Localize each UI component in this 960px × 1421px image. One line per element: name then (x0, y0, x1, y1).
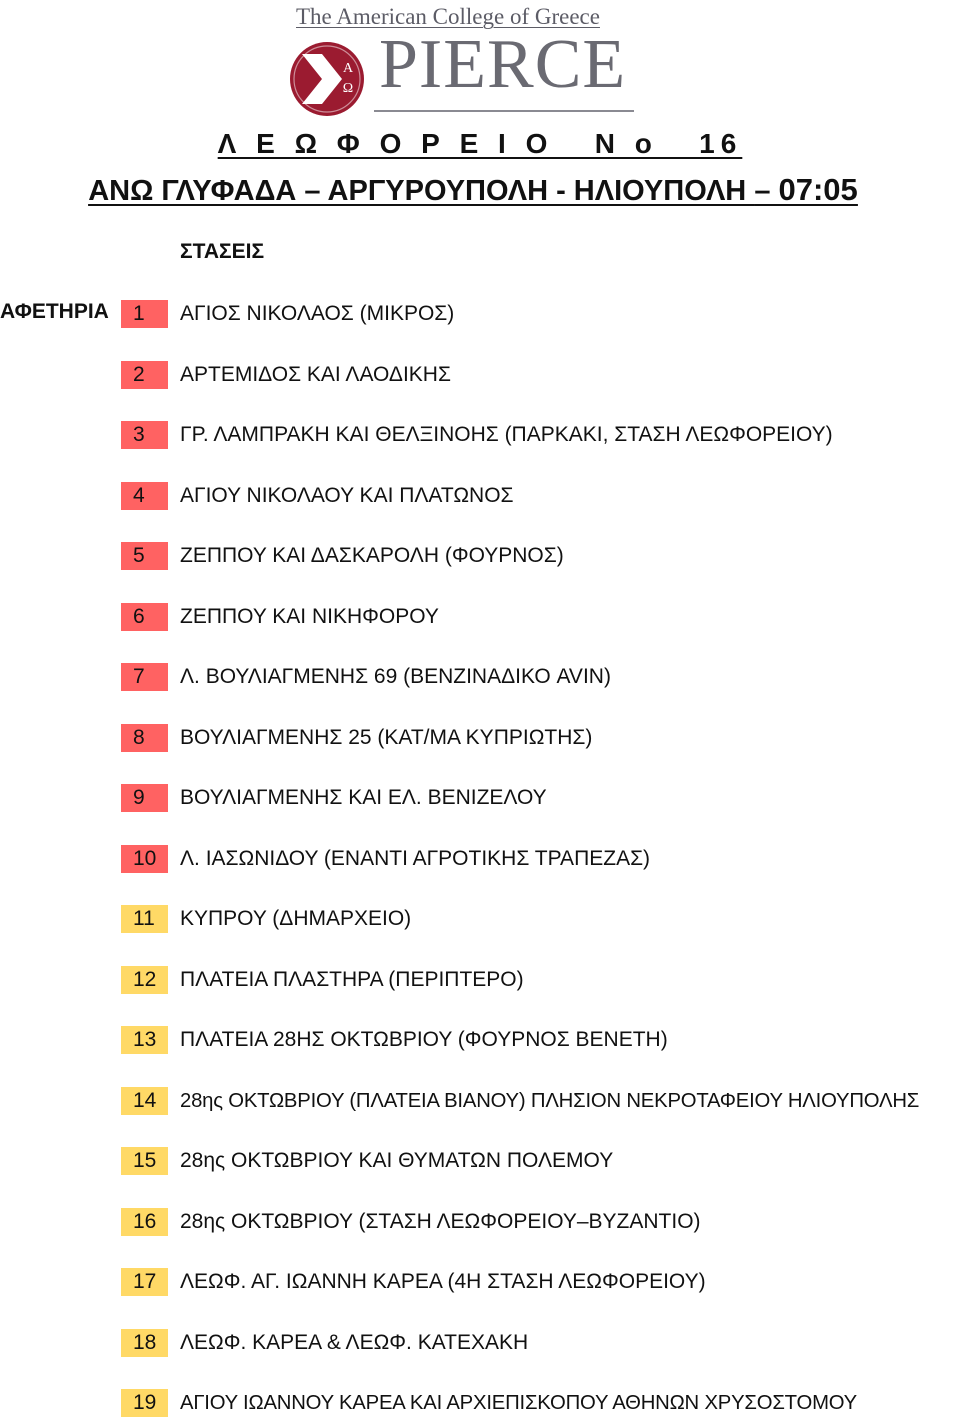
route-time-prefix: – (754, 175, 779, 207)
stop-row (0, 1087, 960, 1115)
stop-name: ΒΟΥΛΙΑΓΜΕΝΗΣ ΚΑΙ ΕΛ. ΒΕΝΙΖΕΛΟΥ (180, 786, 547, 809)
stop-row (0, 784, 960, 812)
stop-number: 10 (121, 845, 168, 873)
stop-number: 14 (121, 1087, 168, 1115)
stop-number: 3 (121, 421, 168, 449)
stop-name: ΑΡΤΕΜΙΔΟΣ ΚΑΙ ΛΑΟΔΙΚΗΣ (180, 363, 451, 386)
stop-row (0, 482, 960, 510)
stop-row (0, 603, 960, 631)
pierce-seal-icon (288, 40, 366, 118)
stop-name: 28ης ΟΚΤΩΒΡΙΟΥ (ΣΤΑΣΗ ΛΕΩΦΟΡΕΙΟΥ–ΒΥΖΑΝΤΙΟ) (180, 1210, 701, 1233)
route-title (0, 172, 946, 208)
stop-row (0, 1147, 960, 1175)
stop-number: 1 (121, 300, 168, 328)
stop-number: 18 (121, 1329, 168, 1357)
stop-name: ΒΟΥΛΙΑΓΜΕΝΗΣ 25 (ΚΑΤ/ΜΑ ΚΥΠΡΙΩΤΗΣ) (180, 726, 593, 749)
stop-name: ΛΕΩΦ. ΚΑΡΕΑ & ΛΕΩΦ. ΚΑΤΕΧΑΚΗ (180, 1331, 529, 1354)
logo-rule (374, 110, 634, 112)
stop-number: 4 (121, 482, 168, 510)
stop-name: ΑΓΙΟΥ ΙΩΑΝΝΟΥ ΚΑΡΕΑ ΚΑΙ ΑΡΧΙΕΠΙΣΚΟΠΟΥ ΑΘΗΝΩΝ ΧΡΥΣΟΣΤΟΜΟΥ (180, 1392, 858, 1414)
stop-number: 19 (121, 1389, 168, 1417)
seal-letter-omega: Ω (342, 81, 354, 96)
stop-row (0, 1208, 960, 1236)
stop-name: 28ης ΟΚΤΩΒΡΙΟΥ (ΠΛΑΤΕΙΑ ΒΙΑΝΟΥ) ΠΛΗΣΙΟΝ ΝΕΚΡΟΤΑΦΕΙΟΥ ΗΛΙΟΥΠΟΛΗΣ (180, 1090, 920, 1112)
stop-number: 9 (121, 784, 168, 812)
stop-row (0, 663, 960, 691)
stop-row (0, 1026, 960, 1054)
stops-header: ΣΤΑΣΕΙΣ (180, 240, 265, 263)
stop-number: 8 (121, 724, 168, 752)
stop-number: 11 (121, 905, 168, 933)
stop-row (0, 845, 960, 873)
stop-row (0, 542, 960, 570)
stop-name: Λ. ΙΑΣΩΝΙΔΟΥ (ΕΝΑΝΤΙ ΑΓΡΟΤΙΚΗΣ ΤΡΑΠΕΖΑΣ) (180, 847, 651, 870)
stop-row (0, 300, 960, 328)
college-name: The American College of Greece (296, 4, 600, 29)
bus-title (0, 128, 960, 160)
stop-row (0, 724, 960, 752)
route-title-text (88, 172, 858, 207)
start-label: ΑΦΕΤΗΡΙΑ (0, 300, 109, 323)
stop-number: 16 (121, 1208, 168, 1236)
stop-name: ΛΕΩΦ. ΑΓ. ΙΩΑΝΝΗ ΚΑΡΕΑ (4Η ΣΤΑΣΗ ΛΕΩΦΟΡΕΙΟΥ) (180, 1270, 706, 1293)
stop-name: ΠΛΑΤΕΙΑ 28ΗΣ ΟΚΤΩΒΡΙΟΥ (ΦΟΥΡΝΟΣ ΒΕΝΕΤΗ) (180, 1028, 668, 1051)
stop-row (0, 1268, 960, 1296)
stop-number: 6 (121, 603, 168, 631)
route-time: 07:05 (778, 172, 858, 207)
stop-name: ΑΓΙΟΥ ΝΙΚΟΛΑΟΥ ΚΑΙ ΠΛΑΤΩΝΟΣ (180, 484, 514, 507)
stop-name: Λ. ΒΟΥΛΙΑΓΜΕΝΗΣ 69 (ΒΕΝΖΙΝΑΔΙΚΟ AVIN) (180, 665, 611, 688)
stop-row (0, 1329, 960, 1357)
stop-number: 5 (121, 542, 168, 570)
route-name: ΑΝΩ ΓΛΥΦΑΔΑ – ΑΡΓΥΡΟΥΠΟΛΗ - ΗΛΙΟΥΠΟΛΗ (88, 175, 755, 207)
stop-number: 2 (121, 361, 168, 389)
stop-number: 12 (121, 966, 168, 994)
stop-row (0, 905, 960, 933)
stop-name: ΓΡ. ΛΑΜΠΡΑΚΗ ΚΑΙ ΘΕΛΞΙΝΟΗΣ (ΠΑΡΚΑΚΙ, ΣΤΑΣΗ ΛΕΩΦΟΡΕΙΟΥ) (180, 423, 833, 446)
seal-letter-alpha: A (342, 61, 354, 76)
stop-number: 15 (121, 1147, 168, 1175)
stop-row (0, 361, 960, 389)
stop-name: 28ης ΟΚΤΩΒΡΙΟΥ ΚΑΙ ΘΥΜΑΤΩΝ ΠΟΛΕΜΟΥ (180, 1149, 614, 1172)
stop-name: ΑΓΙΟΣ ΝΙΚΟΛΑΟΣ (ΜΙΚΡΟΣ) (180, 302, 455, 325)
stop-name: ΖΕΠΠΟΥ ΚΑΙ ΔΑΣΚΑΡΟΛΗ (ΦΟΥΡΝΟΣ) (180, 544, 564, 567)
stop-row (0, 966, 960, 994)
bus-title-text: Λ Ε Ω Φ Ο Ρ Ε Ι Ο Ν ο 16 (217, 128, 743, 159)
stop-name: ΚΥΠΡΟΥ (ΔΗΜΑΡΧΕΙΟ) (180, 907, 412, 930)
stop-number: 7 (121, 663, 168, 691)
stop-number: 13 (121, 1026, 168, 1054)
stop-row (0, 421, 960, 449)
stop-row (0, 1389, 960, 1417)
stop-name: ΖΕΠΠΟΥ ΚΑΙ ΝΙΚΗΦΟΡΟΥ (180, 605, 439, 628)
stop-name: ΠΛΑΤΕΙΑ ΠΛΑΣΤΗΡΑ (ΠΕΡΙΠΤΕΡΟ) (180, 968, 524, 991)
college-logo (284, 0, 644, 124)
brand-name: PIERCE (379, 26, 627, 103)
stop-number: 17 (121, 1268, 168, 1296)
